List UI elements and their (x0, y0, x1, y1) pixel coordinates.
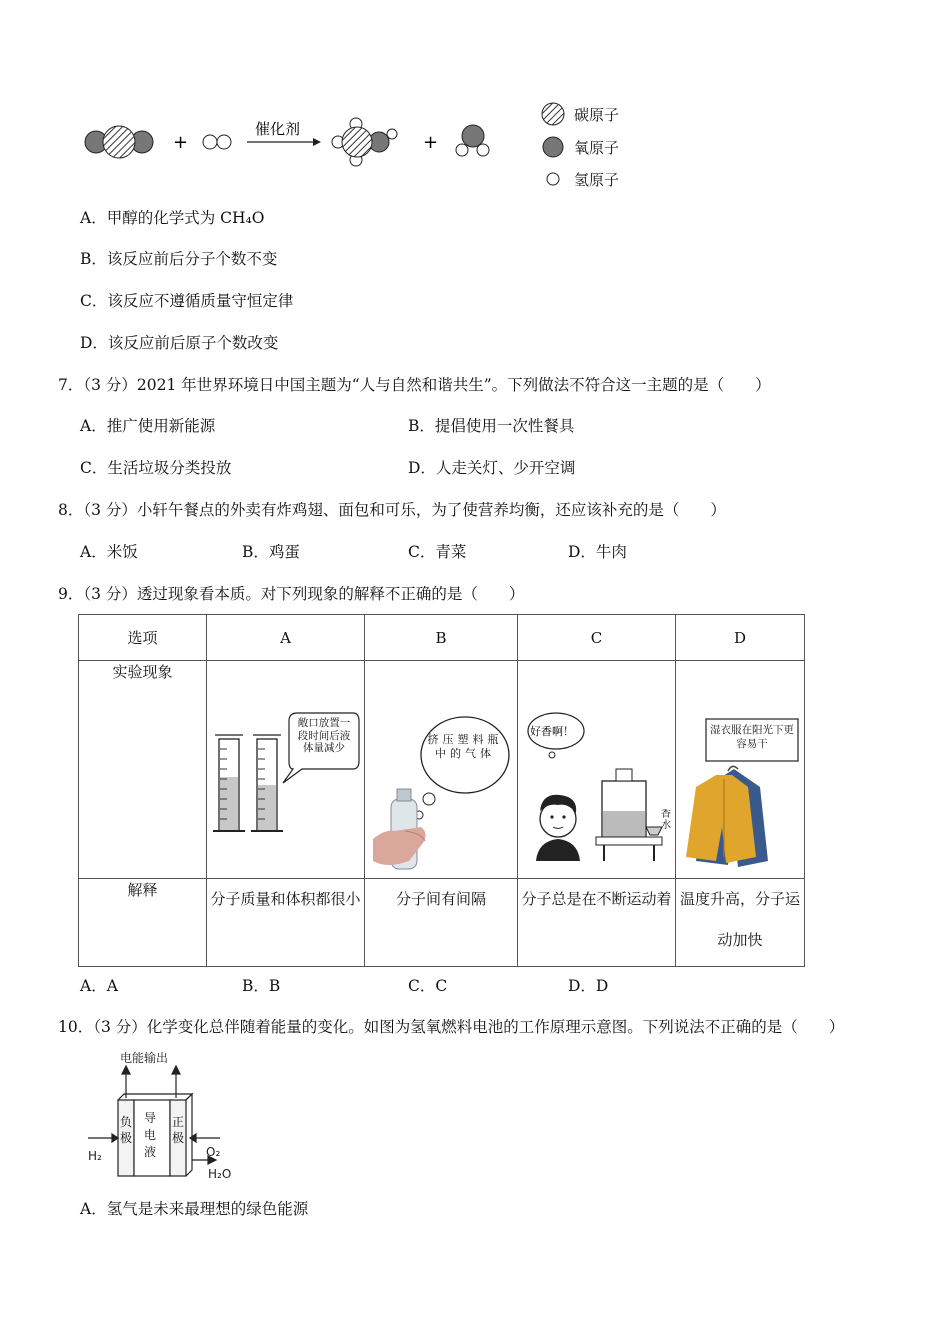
negative-electrode-label: 负极 (120, 1115, 133, 1145)
q9-option-b[interactable]: B．B (242, 977, 281, 995)
bottle-illustration (365, 661, 517, 874)
q7-option-b[interactable]: B．提倡使用一次性餐具 (408, 417, 575, 435)
white-circle-icon (540, 166, 566, 192)
row-label-phenomenon: 实验现象 (79, 661, 207, 879)
h2o-label: H₂O (208, 1167, 232, 1181)
phenomenon-a (207, 661, 365, 879)
q8-option-b[interactable]: B．鸡蛋 (242, 543, 300, 561)
phenomenon-d (676, 661, 805, 879)
gray-circle-icon (540, 134, 566, 160)
phenomenon-c (518, 661, 676, 879)
q6-option-a[interactable]: A．甲醇的化学式为 CH₄O (80, 209, 265, 227)
legend-carbon: 碳原子 (540, 101, 619, 127)
bubble-c-text: 好香啊！ (530, 725, 574, 738)
legend-oxygen: 氧原子 (540, 134, 619, 160)
q9-option-d[interactable]: D．D (568, 977, 609, 995)
positive-electrode-label: 正极 (172, 1115, 185, 1145)
legend-hydrogen: 氢原子 (540, 166, 619, 192)
bubble-d-text: 湿衣服在阳光下更容易干 (710, 724, 794, 750)
co2-molecule (85, 126, 153, 158)
phenomenon-b (365, 661, 518, 879)
header-a: A (207, 615, 365, 661)
explain-d: 温度升高，分子运动加快 (676, 879, 805, 967)
q6-option-c[interactable]: C．该反应不遵循质量守恒定律 (80, 292, 294, 310)
perfume-label: 香水 (661, 809, 671, 831)
explain-a: 分子质量和体积都很小 (207, 879, 365, 967)
cylinders-illustration (207, 661, 364, 874)
reaction-arrow (247, 138, 321, 146)
methanol-molecule (332, 118, 397, 166)
plus-sign-2: + (423, 132, 439, 153)
q10-option-a[interactable]: A．氢气是未来最理想的绿色能源 (80, 1200, 309, 1218)
output-label: 电能输出 (120, 1051, 169, 1065)
q9-option-c[interactable]: C．C (408, 977, 448, 995)
q7-stem: 7．（3 分）2021 年世界环境日中国主题为“人与自然和谐共生”。下列做法不符合这一主题的是（ ） (58, 376, 771, 394)
o2-label: O₂ (206, 1145, 221, 1159)
q8-option-d[interactable]: D．牛肉 (568, 543, 627, 561)
q7-option-a[interactable]: A．推广使用新能源 (80, 417, 216, 435)
hatched-circle-icon (540, 101, 566, 127)
h2-label: H₂ (88, 1149, 102, 1163)
water-molecule (456, 125, 489, 156)
explain-b: 分子间有间隔 (365, 879, 518, 967)
header-option: 选项 (79, 615, 207, 661)
q8-option-a[interactable]: A．米饭 (80, 543, 138, 561)
catalyst-label: 催化剂 (255, 120, 301, 138)
header-c: C (518, 615, 676, 661)
q8-option-c[interactable]: C．青菜 (408, 543, 467, 561)
clothes-illustration (676, 661, 804, 874)
q9-option-a[interactable]: A．A (80, 977, 118, 995)
plus-sign-1: + (173, 132, 189, 153)
reaction-diagram (80, 112, 530, 172)
fuel-cell-diagram (80, 1048, 250, 1188)
q6-option-d[interactable]: D．该反应前后原子个数改变 (80, 334, 279, 352)
q8-stem: 8．（3 分）小轩午餐点的外卖有炸鸡翅、面包和可乐，为了使营养均衡，还应该补充的是（ ） (58, 501, 726, 519)
bubble-b-text: 挤压塑料瓶中的气体 (427, 733, 503, 760)
q9-table (78, 614, 805, 967)
perfume-illustration (518, 661, 675, 874)
explain-c: 分子总是在不断运动着 (518, 879, 676, 967)
row-label-explain: 解释 (79, 879, 207, 967)
electrolyte-label: 导电液 (144, 1111, 157, 1159)
h2-molecule (203, 135, 231, 149)
q6-option-b[interactable]: B．该反应前后分子个数不变 (80, 250, 278, 268)
bubble-a-text: 敞口放置一段时间后液体量减少 (297, 717, 351, 754)
q9-stem: 9．（3 分）透过现象看本质。对下列现象的解释不正确的是（ ） (58, 585, 525, 603)
q7-option-d[interactable]: D．人走关灯、少开空调 (408, 459, 576, 477)
header-b: B (365, 615, 518, 661)
q7-option-c[interactable]: C．生活垃圾分类投放 (80, 459, 232, 477)
q10-stem: 10．（3 分）化学变化总伴随着能量的变化。如图为氢氧燃料电池的工作原理示意图。下列说法不正确的是（ ） (58, 1018, 845, 1036)
header-d: D (676, 615, 805, 661)
